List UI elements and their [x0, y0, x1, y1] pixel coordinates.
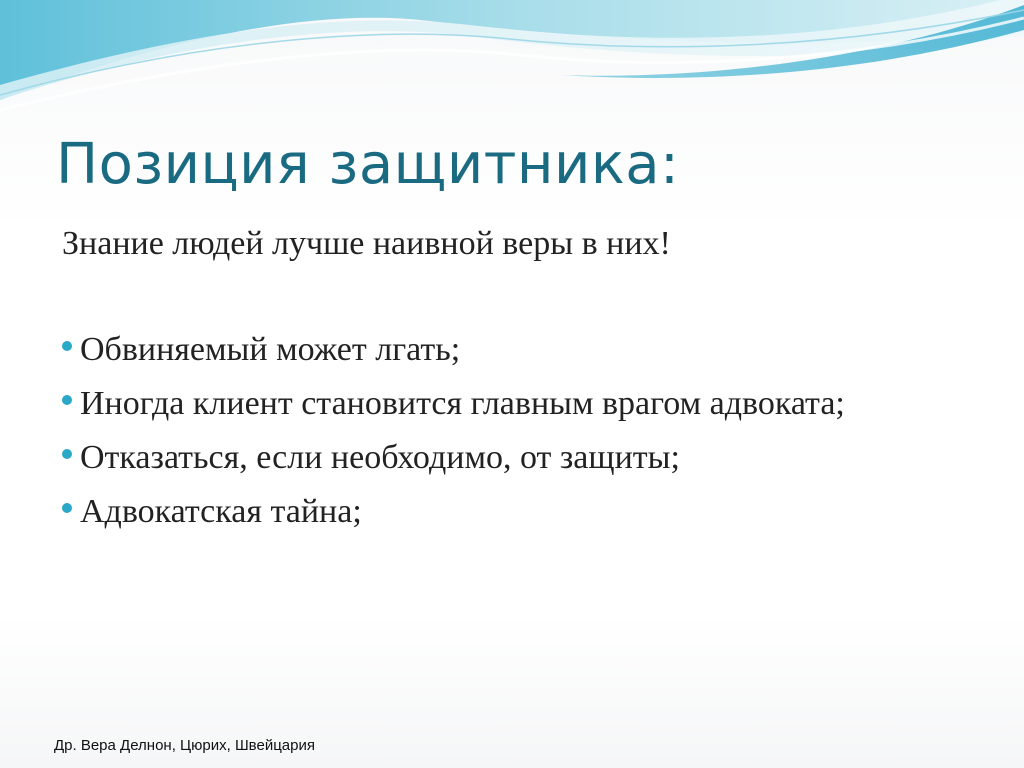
round-bullet-icon — [62, 341, 72, 351]
list-item — [62, 436, 962, 480]
bullet-text: Отказаться, если необходимо, от защиты; — [80, 439, 680, 476]
header-wave-decoration — [0, 0, 1024, 120]
round-bullet-icon — [62, 449, 72, 459]
bullet-text: Адвокатская тайна; — [80, 493, 362, 530]
bullet-list — [62, 328, 962, 534]
list-item — [62, 490, 962, 534]
round-bullet-icon — [62, 503, 72, 513]
list-item — [62, 328, 962, 372]
slide-content — [62, 222, 962, 544]
bullet-text: Иногда клиент становится главным врагом адвоката; — [80, 385, 845, 422]
slide-title: Позиция защитника: — [56, 132, 680, 197]
list-item — [62, 382, 962, 426]
round-bullet-icon — [62, 395, 72, 405]
slide-subtitle: Знание людей лучше наивной веры в них! — [62, 225, 671, 262]
bullet-text: Обвиняемый может лгать; — [80, 331, 461, 368]
slide-footer: Др. Вера Делнон, Цюрих, Швейцария — [54, 737, 315, 754]
